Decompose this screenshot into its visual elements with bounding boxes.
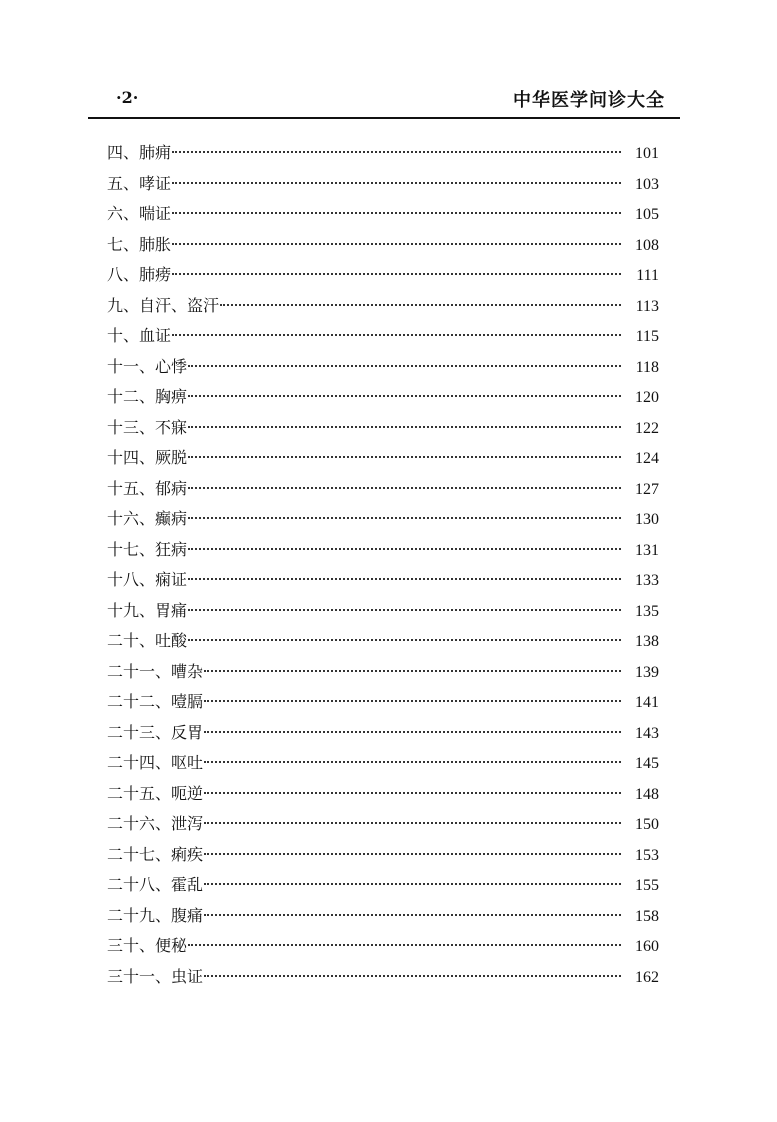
toc-entry[interactable] (107, 872, 659, 903)
dot-leader (188, 609, 621, 611)
dot-leader (204, 853, 621, 855)
dot-leader (220, 304, 621, 306)
toc-entry-title: 二十八、霍乱 (107, 875, 204, 894)
toc-entry-page: 108 (635, 236, 659, 254)
page-number: ·2· (116, 88, 139, 107)
toc-entry[interactable] (107, 750, 659, 781)
dot-leader (188, 426, 621, 428)
toc-entry-title: 十五、郁病 (107, 478, 188, 498)
toc-entry-title: 十八、痫证 (107, 570, 188, 589)
toc-entry-title: 八、肺痨 (107, 265, 172, 284)
toc-entry[interactable] (107, 964, 659, 995)
toc-entry-title: 二十六、泄泻 (107, 814, 204, 833)
dot-leader (188, 578, 621, 580)
toc-entry-page: 153 (635, 846, 659, 864)
toc-entry-title: 二十五、呃逆 (107, 783, 204, 803)
toc-entry-page: 131 (635, 541, 659, 559)
toc-entry-title: 十七、狂病 (107, 539, 188, 559)
dot-leader (188, 517, 621, 519)
dot-leader (188, 456, 621, 458)
dot-leader (172, 243, 621, 245)
toc-entry-title: 四、肺痈 (107, 143, 172, 162)
header-rule (88, 117, 680, 119)
toc-entry[interactable] (107, 445, 659, 476)
dot-leader (204, 792, 621, 794)
toc-entry[interactable] (107, 415, 659, 446)
toc-entry-title: 九、自汗、盗汗 (107, 295, 220, 315)
dot-leader (204, 700, 621, 702)
toc-entry-title: 十六、癫病 (107, 509, 188, 528)
table-of-contents (107, 140, 659, 994)
toc-entry[interactable] (107, 628, 659, 659)
toc-entry-title: 十二、胸痹 (107, 387, 188, 406)
toc-entry-title: 三十、便秘 (107, 936, 188, 955)
toc-entry-page: 150 (635, 816, 659, 833)
toc-entry-page: 139 (635, 663, 659, 681)
dot-leader (172, 212, 621, 214)
dot-leader (172, 182, 621, 184)
toc-entry-title: 六、喘证 (107, 204, 172, 223)
toc-entry[interactable] (107, 506, 659, 537)
toc-entry-title: 十三、不寐 (107, 417, 188, 437)
dot-leader (204, 975, 621, 977)
toc-entry[interactable] (107, 781, 659, 812)
toc-entry[interactable] (107, 171, 659, 202)
toc-entry[interactable] (107, 689, 659, 720)
toc-entry-page: 130 (635, 511, 659, 528)
toc-entry-page: 138 (635, 633, 659, 650)
toc-entry-title: 七、肺胀 (107, 234, 172, 254)
toc-entry[interactable] (107, 567, 659, 598)
toc-entry-page: 111 (636, 267, 659, 284)
toc-entry-page: 105 (635, 206, 659, 223)
dot-leader (204, 822, 621, 824)
toc-entry-page: 103 (635, 175, 659, 193)
toc-entry-page: 122 (635, 419, 659, 437)
toc-entry[interactable] (107, 476, 659, 507)
toc-entry-page: 160 (635, 938, 659, 955)
toc-entry[interactable] (107, 384, 659, 415)
toc-entry[interactable] (107, 933, 659, 964)
toc-entry[interactable] (107, 842, 659, 873)
toc-entry-title: 五、哮证 (107, 173, 172, 193)
toc-entry[interactable] (107, 659, 659, 690)
toc-entry[interactable] (107, 811, 659, 842)
dot-leader (172, 334, 621, 336)
toc-entry-title: 二十一、嘈杂 (107, 661, 204, 681)
dot-leader (188, 487, 621, 489)
running-title: 中华医学问诊大全 (513, 90, 665, 111)
toc-entry-title: 十九、胃痛 (107, 600, 188, 620)
toc-entry-page: 127 (635, 480, 659, 498)
toc-entry-page: 115 (635, 328, 659, 345)
toc-entry-title: 十四、厥脱 (107, 448, 188, 467)
dot-leader (204, 883, 621, 885)
toc-entry-page: 135 (635, 602, 659, 620)
toc-entry[interactable] (107, 354, 659, 385)
toc-entry-page: 148 (635, 785, 659, 803)
toc-entry[interactable] (107, 720, 659, 751)
toc-entry-page: 141 (635, 694, 659, 711)
toc-entry-page: 120 (635, 389, 659, 406)
dot-leader (188, 944, 621, 946)
toc-entry-page: 155 (635, 877, 659, 894)
toc-entry-page: 145 (635, 755, 659, 772)
dot-leader (188, 548, 621, 550)
toc-entry[interactable] (107, 201, 659, 232)
toc-entry-page: 143 (635, 724, 659, 742)
toc-entry[interactable] (107, 232, 659, 263)
toc-entry-title: 十、血证 (107, 326, 172, 345)
toc-entry-page: 113 (635, 297, 659, 315)
toc-entry-title: 二十、吐酸 (107, 631, 188, 650)
toc-entry-page: 133 (635, 572, 659, 589)
toc-entry[interactable] (107, 598, 659, 629)
dot-leader (188, 395, 621, 397)
toc-entry-page: 101 (635, 145, 659, 162)
dot-leader (172, 151, 621, 153)
toc-entry-page: 162 (635, 968, 659, 986)
dot-leader (204, 670, 621, 672)
dot-leader (188, 365, 621, 367)
toc-entry-title: 三十一、虫证 (107, 966, 204, 986)
dot-leader (172, 273, 621, 275)
toc-entry[interactable] (107, 262, 659, 293)
toc-entry-title: 二十二、噎膈 (107, 692, 204, 711)
toc-entry-page: 124 (635, 450, 659, 467)
toc-entry-title: 二十四、呕吐 (107, 753, 204, 772)
toc-entry-title: 二十七、痢疾 (107, 844, 204, 864)
dot-leader (204, 761, 621, 763)
toc-entry[interactable] (107, 537, 659, 568)
dot-leader (188, 639, 621, 641)
toc-entry-page: 118 (635, 358, 659, 376)
dot-leader (204, 731, 621, 733)
toc-entry-title: 二十九、腹痛 (107, 905, 204, 925)
toc-entry[interactable] (107, 140, 659, 171)
toc-entry-page: 158 (635, 907, 659, 925)
toc-entry[interactable] (107, 293, 659, 324)
toc-entry[interactable] (107, 903, 659, 934)
dot-leader (204, 914, 621, 916)
toc-entry-title: 十一、心悸 (107, 356, 188, 376)
toc-entry[interactable] (107, 323, 659, 354)
toc-entry-title: 二十三、反胃 (107, 722, 204, 742)
